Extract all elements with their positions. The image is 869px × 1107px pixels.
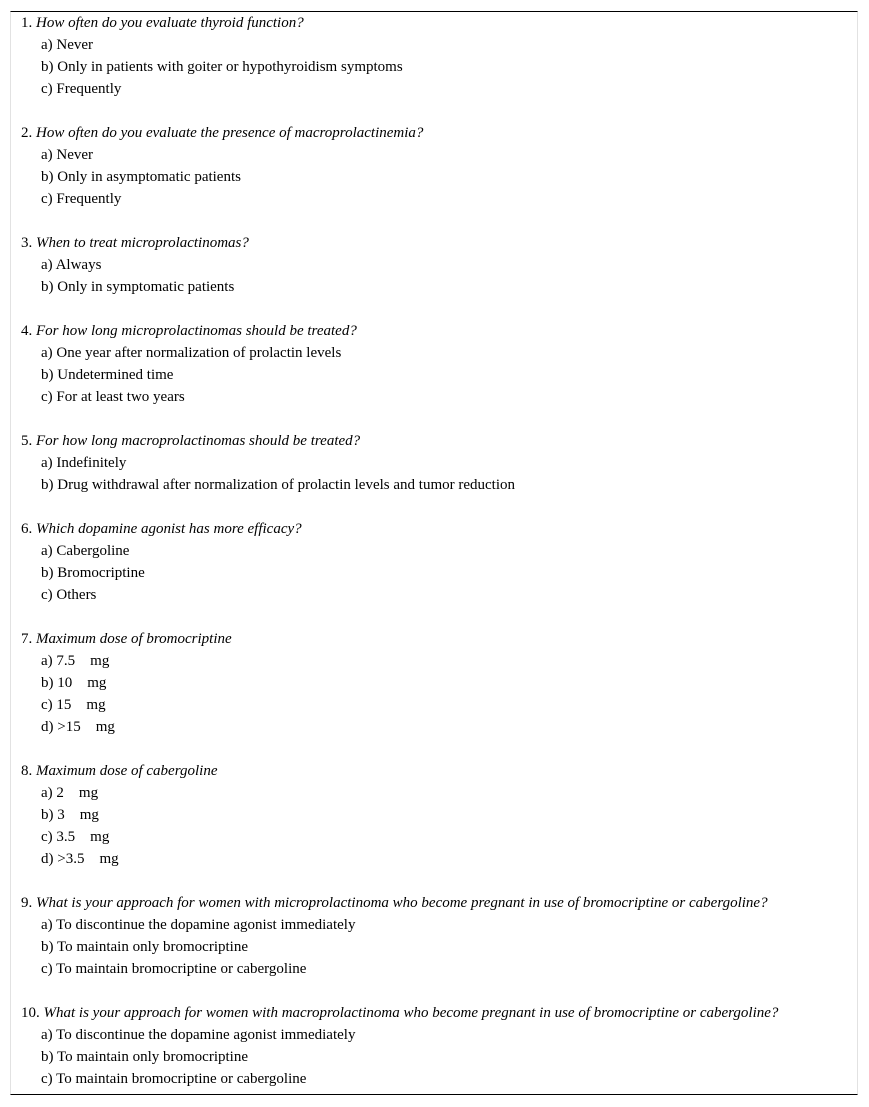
option-text: >3.5 [57,851,85,867]
answer-option [21,936,851,958]
option-letter: a) [41,917,53,933]
option-letter: c) [41,81,53,97]
question-text: For how long macroprolactinomas should be treated? [36,433,361,449]
option-unit: mg [90,653,110,669]
spacer [21,210,851,232]
answer-option [21,540,851,562]
answer-option [21,78,851,100]
option-text: Frequently [56,191,122,207]
option-text: >15 [57,719,81,735]
option-letter: b) [41,169,54,185]
option-text: 10 [57,675,73,691]
question-number: 8. [21,763,33,779]
question-text: What is your approach for women with microprolactinoma who become pregnant in use of bromocriptine or cabergoline? [36,895,768,911]
option-text: Bromocriptine [57,565,145,581]
option-letter: a) [41,37,53,53]
option-unit: mg [79,807,99,823]
spacer [21,870,851,892]
option-text: To discontinue the dopamine agonist immediately [56,1027,356,1043]
option-letter: a) [41,543,53,559]
answer-option [21,276,851,298]
question-10 [21,1002,851,1024]
option-unit: mg [99,851,119,867]
answer-option [21,254,851,276]
question-number: 1. [21,15,33,31]
question-8 [21,760,851,782]
question-number: 9. [21,895,33,911]
option-unit: mg [95,719,115,735]
option-text: To maintain bromocriptine or cabergoline [56,1071,307,1087]
spacer [21,100,851,122]
option-text: Only in asymptomatic patients [57,169,241,185]
question-text: Maximum dose of cabergoline [36,763,218,779]
question-number: 6. [21,521,33,537]
question-text: How often do you evaluate thyroid function? [36,15,304,31]
option-text: Never [56,37,94,53]
option-text: Only in symptomatic patients [57,279,235,295]
answer-option [21,474,851,496]
option-letter: b) [41,807,54,823]
option-text: To discontinue the dopamine agonist immediately [56,917,356,933]
option-letter: a) [41,257,53,273]
question-number: 3. [21,235,33,251]
question-9 [21,892,851,914]
option-letter: b) [41,367,54,383]
spacer [21,606,851,628]
option-letter: c) [41,1071,53,1087]
option-text: Undetermined time [57,367,174,383]
option-letter: b) [41,939,54,955]
option-text: 2 [56,785,64,801]
option-text: Others [56,587,97,603]
answer-option [21,716,851,738]
question-text: When to treat microprolactinomas? [36,235,249,251]
answer-option [21,342,851,364]
option-text: Indefinitely [56,455,127,471]
option-letter: c) [41,587,53,603]
option-text: Cabergoline [56,543,130,559]
option-letter: d) [41,719,54,735]
question-number: 5. [21,433,33,449]
question-1 [21,12,851,34]
answer-option [21,364,851,386]
answer-option [21,188,851,210]
option-letter: a) [41,147,53,163]
answer-option [21,804,851,826]
question-number: 2. [21,125,33,141]
option-text: 15 [56,697,72,713]
option-text: For at least two years [56,389,185,405]
option-letter: a) [41,653,53,669]
question-5 [21,430,851,452]
option-text: Always [55,257,102,273]
answer-option [21,56,851,78]
question-2 [21,122,851,144]
option-unit: mg [87,675,107,691]
answer-option [21,452,851,474]
question-3 [21,232,851,254]
option-text: Never [56,147,94,163]
option-text: To maintain only bromocriptine [56,939,248,955]
option-text: 3.5 [56,829,76,845]
option-letter: c) [41,389,53,405]
question-text: Which dopamine agonist has more efficacy? [36,521,302,537]
option-letter: b) [41,279,54,295]
option-unit: mg [86,697,106,713]
answer-option [21,826,851,848]
question-text: How often do you evaluate the presence of macroprolactinemia? [36,125,424,141]
spacer [21,298,851,320]
answer-option [21,914,851,936]
answer-option [21,672,851,694]
option-letter: c) [41,829,53,845]
option-unit: mg [78,785,99,801]
option-letter: c) [41,961,53,977]
answer-option [21,166,851,188]
answer-option [21,1046,851,1068]
question-text: Maximum dose of bromocriptine [36,631,232,647]
option-text: 7.5 [56,653,76,669]
answer-option [21,782,851,804]
answer-option [21,1068,851,1090]
option-letter: b) [41,59,54,75]
option-letter: b) [41,675,54,691]
spacer [21,496,851,518]
option-text: Only in patients with goiter or hypothyroidism symptoms [57,59,403,75]
answer-option [21,34,851,56]
answer-option [21,144,851,166]
option-letter: a) [41,455,53,471]
question-text: For how long microprolactinomas should be treated? [36,323,357,339]
option-letter: b) [41,477,54,493]
spacer [21,980,851,1002]
answer-option [21,386,851,408]
answer-option [21,562,851,584]
option-letter: b) [41,1049,54,1065]
question-6 [21,518,851,540]
question-number: 10. [21,1005,40,1021]
spacer [21,408,851,430]
option-letter: a) [41,785,53,801]
question-number: 4. [21,323,33,339]
question-7 [21,628,851,650]
spacer [21,738,851,760]
answer-option [21,584,851,606]
option-letter: d) [41,851,54,867]
option-letter: a) [41,345,53,361]
option-text: Drug withdrawal after normalization of prolactin levels and tumor reduction [57,477,516,493]
option-text: To maintain only bromocriptine [56,1049,248,1065]
option-text: One year after normalization of prolactin levels [56,345,342,361]
option-text: Frequently [56,81,122,97]
option-letter: a) [41,1027,53,1043]
answer-option [21,694,851,716]
option-unit: mg [90,829,110,845]
option-letter: c) [41,697,53,713]
option-text: 3 [57,807,65,823]
option-letter: b) [41,565,54,581]
questionnaire [21,12,851,1090]
question-number: 7. [21,631,33,647]
answer-option [21,958,851,980]
answer-option [21,650,851,672]
option-letter: c) [41,191,53,207]
answer-option [21,848,851,870]
question-4 [21,320,851,342]
answer-option [21,1024,851,1046]
question-text: What is your approach for women with macroprolactinoma who become pregnant in use of bromocriptine or cabergoline? [43,1005,779,1021]
option-text: To maintain bromocriptine or cabergoline [56,961,307,977]
